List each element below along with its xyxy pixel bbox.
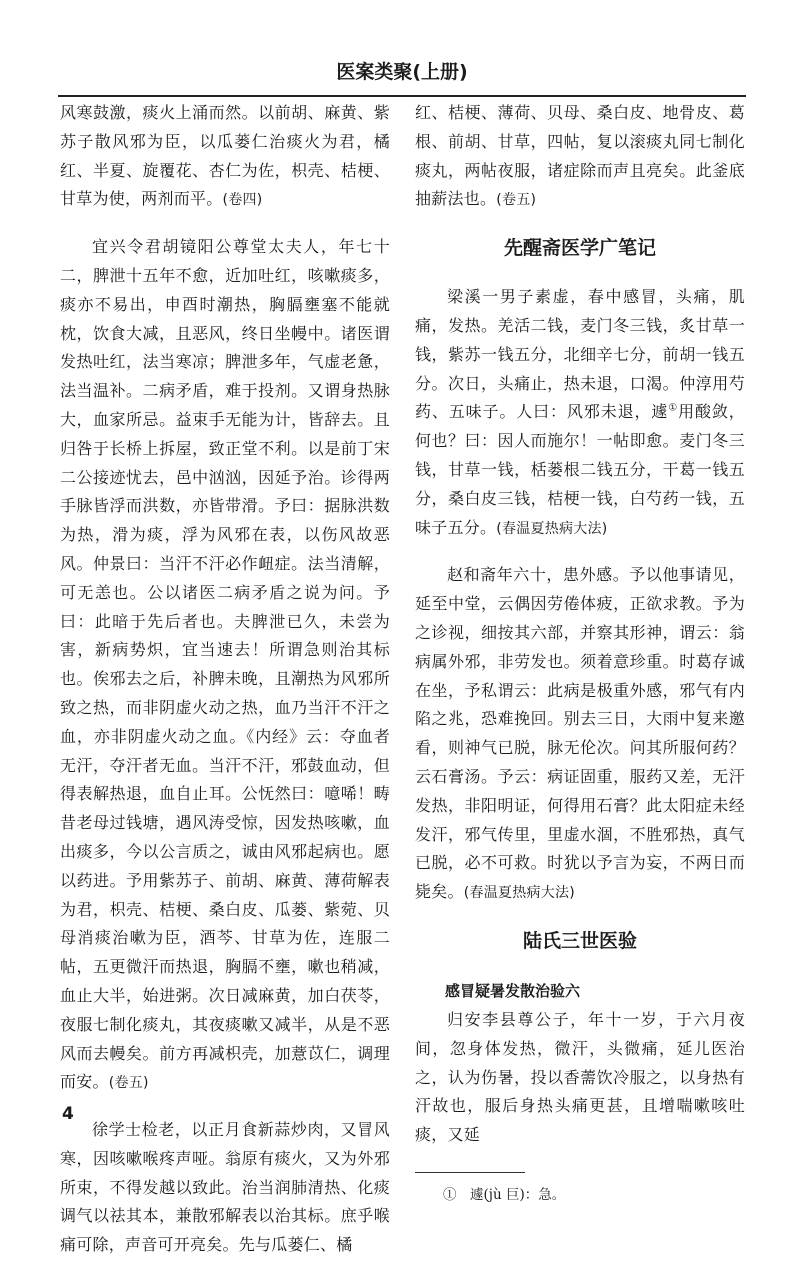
paragraph: 赵和斋年六十，患外感。予以他事请见，延至中堂，云偶因劳倦体疲，正欲求教。予为之诊视，细按其六部，并察其形神，谓云：翁病属外邪，非劳发也。须着意珍重。时葛存诚在坐，予私谓云：此病是极重外感，邪气有内陷之兆，恐难挽回。别去三日，大雨中复来邀看，则神气已脱，脉无伦次。问其所服何药？云石膏汤。予云：病证固重，服药又差，无汗发热，非阳明证，何得用石膏？此太阳症未经发汗，邪气传里，里虚水涸，不胜邪热，真气已脱，必不可救。时犹以予言为妄，不两日而毙矣。(春温夏热病大法) — [415, 565, 745, 902]
paragraph: 归安李县尊公子，年十一岁，于六月夜间，忽身体发热，微汗，头微痛，延儿医治之，认为伤暑，投以香薷饮冷服之，以身热有汗故也，服后身热头痛更甚，且增喘嗽咳吐痰，又延 — [415, 1009, 745, 1145]
left-column — [60, 98, 390, 1278]
header-divider — [58, 95, 746, 97]
paragraph: 徐学士检老，以正月食新蒜炒肉，又冒风寒，因咳嗽喉疼声哑。翁原有痰火，又为外邪所束，不得发越以致此。治当润肺清热、化痰调气以祛其本，兼散邪解表以治其标。庶乎喉痛可除，声音可开亮矣。先与瓜蒌仁、橘 — [60, 1120, 390, 1255]
paragraph: 风寒鼓激，痰火上涌而然。以前胡、麻黄、紫苏子散风邪为臣，以瓜蒌仁治痰火为君，橘红、半夏、旋覆花、杏仁为佐，枳壳、桔梗、甘草为使，两剂而平。(卷四) — [60, 103, 390, 209]
footnote — [415, 1185, 745, 1205]
source-note: (春温夏热病大法) — [463, 885, 575, 902]
paragraph: 宜兴令君胡镜阳公尊堂太夫人，年七十二，脾泄十五年不愈，近加吐红，咳嗽痰多，痰亦不易出，申酉时潮热，胸膈壅塞不能就枕，饮食大减，且恶风，终日坐幔中。诸医谓发热吐红，法当寒凉；脾泄多年，气虚老惫，法当温补。二病矛盾，难于投剂。又谓身热脉大，血家所忌。益束手无能为计，皆辞去。且归咎于长桥上拆屋，致正堂不利。以是前丁宋二公接迹忧去，邑中汹汹，因延予治。诊得两手脉皆浮而洪数，亦皆带滑。予曰：据脉洪数为热，滑为痰，浮为风邪在表，以伤风故恶风。仲景曰：当汗不汗必作衄症。法当清解，可无恙也。公以诸医二病矛盾之说为问。予曰：此暗于先后者也。夫脾泄已久，未尝为害，新病势炽，宜当速去！所谓急则治其标也。俟邪去之后，补脾未晚，且潮热为风邪所致之热，而非阴虚火动之热，血乃当汗不汗之血，亦非阴虚火动之血。《内经》云：夺血者无汗，夺汗者无血。当汗不汗，邪鼓血动，但得表解热退，血自止耳。公怃然曰：噫唏！畴昔老母过钱塘，遇风涛受惊，因发热咳嗽，血出痰多，今以公言质之，诚由风邪起病也。愿以药进。予用紫苏子、前胡、麻黄、薄荷解表为君，枳壳、桔梗、桑白皮、瓜蒌、紫菀、贝母消痰治嗽为臣，酒芩、甘草为佐，连服二帖，五更微汗而热退，胸膈不壅，嗽也稍减，血止大半，始进粥。次日减麻黄，加白茯苓，夜服七制化痰丸，其夜痰嗽又减半，从是不恶风而去幔矣。前方再减枳壳，加薏苡仁，调理而安。(卷五) — [60, 237, 390, 1092]
case-subtitle: 感冒疑暑发散治验六 — [445, 981, 581, 1000]
source-note: (春温夏热病大法) — [496, 520, 608, 537]
paragraph: 梁溪一男子素虚，春中感冒，头痛，肌痛，发热。羌活二钱，麦门冬三钱，炙甘草一钱，紫苏一钱五分，北细辛七分，前胡一钱五分。次日，头痛止，热未退，口渴。仲淳用芍药、五味子。人曰：风邪未退，遽①用酸敛，何也？曰：因人而施尔！一帖即愈。麦门冬三钱，甘草一钱，栝蒌根二钱五分，干葛一钱五分，桑白皮三钱，桔梗一钱，白芍药一钱，五味子五分。(春温夏热病大法) — [415, 287, 745, 537]
section-title: 陆氏三世医验 — [522, 929, 637, 952]
footnote-divider — [415, 1172, 525, 1173]
source-note: (卷五) — [496, 192, 537, 209]
right-column — [415, 98, 745, 1205]
footnote-mark: ① — [443, 1186, 457, 1203]
section-title: 先醒斋医学广笔记 — [503, 237, 656, 260]
paragraph: 红、桔梗、薄荷、贝母、桑白皮、地骨皮、葛根、前胡、甘草，四帖，复以滚痰丸同七制化痰丸，两帖夜服，诸症除而声且亮矣。此釜底抽薪法也。(卷五) — [415, 103, 745, 209]
page-number: 4 — [62, 1104, 74, 1124]
source-note: (卷四) — [222, 192, 263, 209]
source-note: (卷五) — [108, 1075, 149, 1092]
footnote-text: 遽(jù 巨)：急。 — [470, 1186, 566, 1203]
footnote-reference[interactable]: ① — [668, 403, 679, 415]
page-header-title: 医案类聚(上册) — [336, 61, 468, 83]
